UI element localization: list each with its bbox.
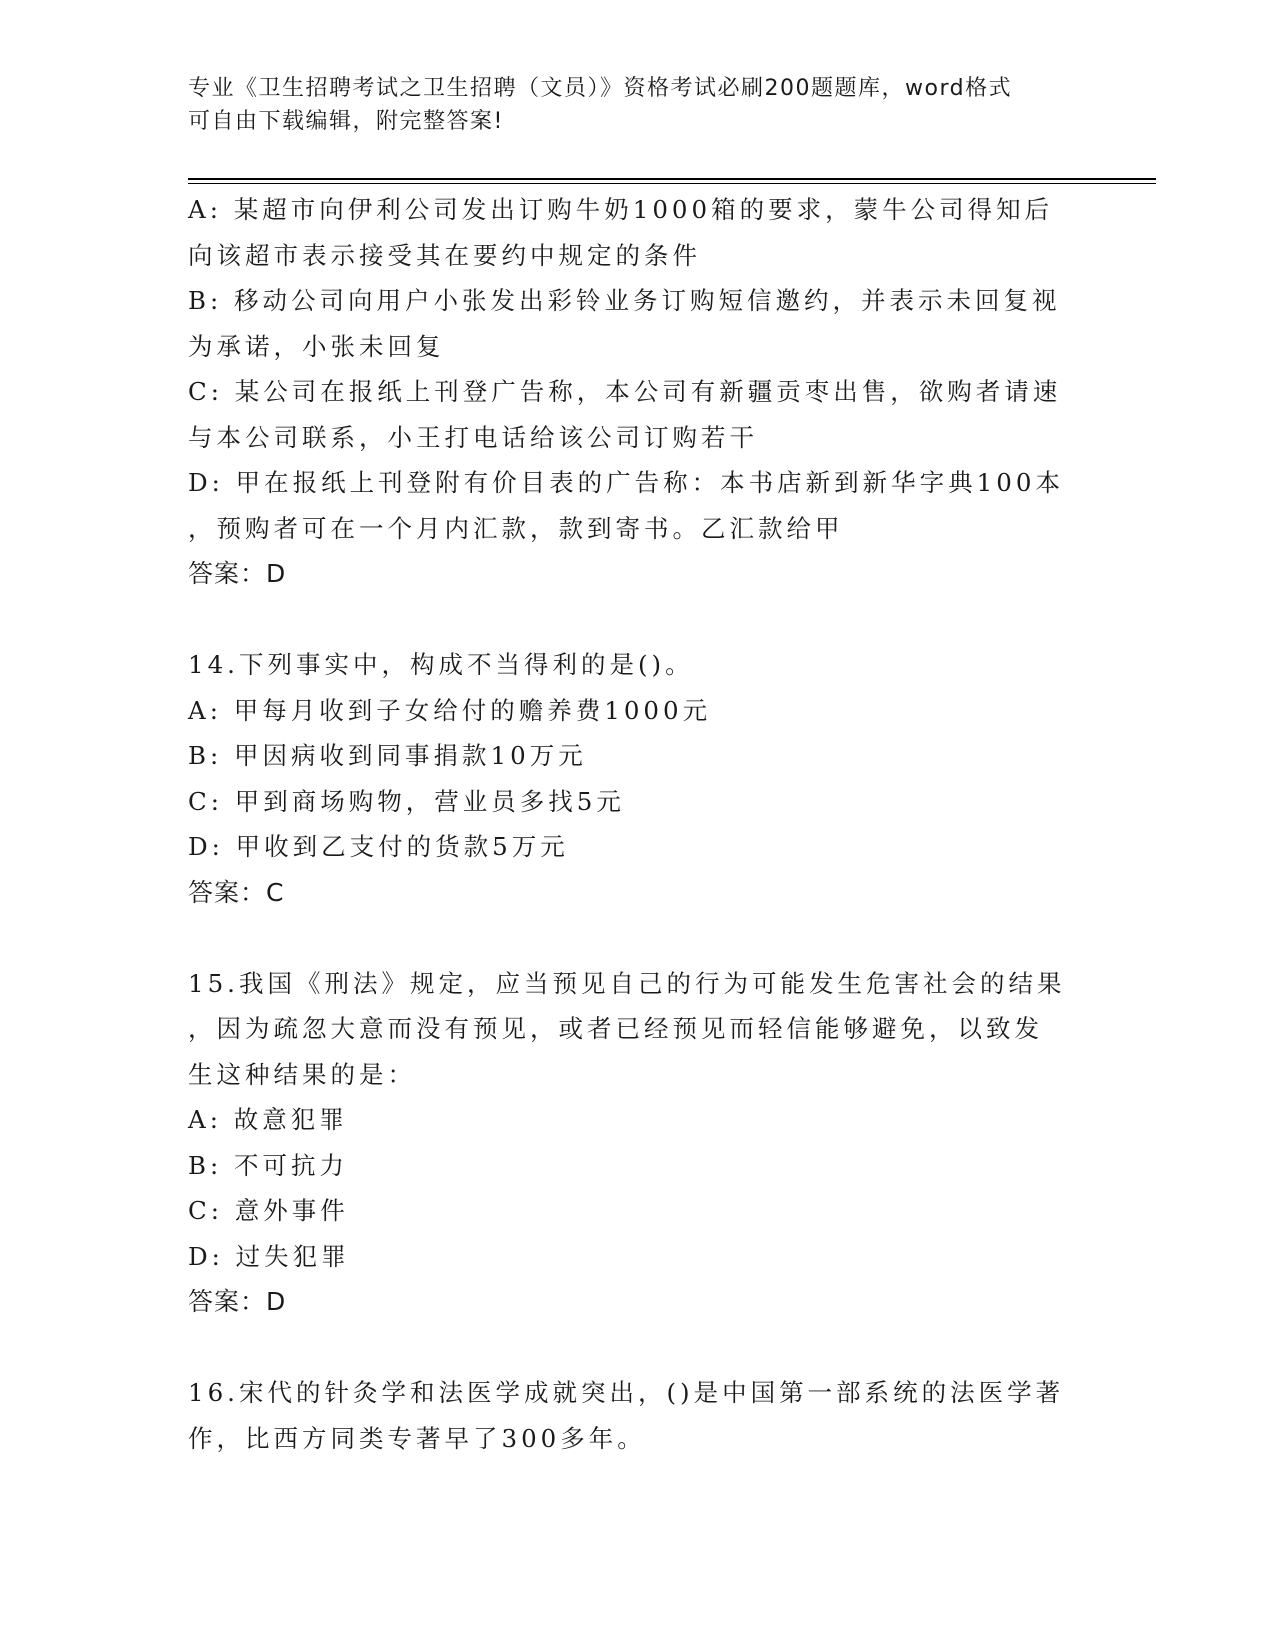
q14-option-c: C: 甲到商场购物，营业员多找5元 xyxy=(188,786,625,816)
header-title-line-2: 可自由下载编辑，附完整答案! xyxy=(188,109,504,134)
spacer xyxy=(188,1325,1108,1371)
q15-option-d: D: 过失犯罪 xyxy=(188,1241,350,1271)
header-divider-thin xyxy=(188,183,1156,184)
q15-stem-line-2: ，因为疏忽大意而没有预见，或者已经预见而轻信能够避免，以致发 xyxy=(188,1014,1043,1043)
question-content xyxy=(188,187,1108,1461)
question-13-options xyxy=(188,187,1108,597)
q13-answer: 答案：D xyxy=(188,559,287,588)
q14-option-a: A: 甲每月收到子女给付的赡养费1000元 xyxy=(188,695,712,725)
q15-option-b: B: 不可抗力 xyxy=(188,1150,349,1180)
q13-option-c-line-1: C: 某公司在报纸上刊登广告称，本公司有新疆贡枣出售，欲购者请速 xyxy=(188,377,1062,406)
q15-stem-line-3: 生这种结果的是： xyxy=(188,1059,416,1089)
question-16 xyxy=(188,1370,1108,1461)
q14-option-b: B: 甲因病收到同事捐款10万元 xyxy=(188,741,587,770)
document-header xyxy=(188,72,1068,138)
q15-stem-line-1: 15.我国《刑法》规定，应当预见自己的行为可能发生危害社会的结果 xyxy=(188,968,1066,998)
spacer xyxy=(188,597,1108,643)
q13-option-b-line-1: B: 移动公司向用户小张发出彩铃业务订购短信邀约，并表示未回复视 xyxy=(188,286,1061,315)
q13-option-b-line-2: 为承诺，小张未回复 xyxy=(188,331,445,361)
question-14 xyxy=(188,642,1108,915)
q14-stem: 14.下列事实中，构成不当得利的是()。 xyxy=(188,650,694,679)
header-title-line-1: 专业《卫生招聘考试之卫生招聘（文员）》资格考试必刷200题题库，word格式 xyxy=(188,76,1013,101)
q13-option-a-line-1: A: 某超市向伊利公司发出订购牛奶1000箱的要求，蒙牛公司得知后 xyxy=(188,195,1054,224)
q13-option-d-line-2: ，预购者可在一个月内汇款，款到寄书。乙汇款给甲 xyxy=(188,513,844,543)
q14-answer: 答案：C xyxy=(188,877,285,907)
q14-option-d: D: 甲收到乙支付的货款5万元 xyxy=(188,832,569,861)
header-divider-thick xyxy=(188,178,1156,180)
q15-option-a: A: 故意犯罪 xyxy=(188,1105,348,1134)
q16-stem-line-1: 16.宋代的针灸学和法医学成就突出，()是中国第一部系统的法医学著 xyxy=(188,1378,1065,1407)
q13-option-a-line-2: 向该超市表示接受其在要约中规定的条件 xyxy=(188,240,701,270)
q13-option-c-line-2: 与本公司联系，小王打电话给该公司订购若干 xyxy=(188,422,758,452)
q15-option-c: C: 意外事件 xyxy=(188,1196,349,1225)
question-15 xyxy=(188,961,1108,1325)
spacer xyxy=(188,915,1108,961)
q13-option-d-line-1: D: 甲在报纸上刊登附有价目表的广告称：本书店新到新华字典100本 xyxy=(188,468,1064,497)
q15-answer: 答案：D xyxy=(188,1287,287,1316)
q16-stem-line-2: 作，比西方同类专著早了300多年。 xyxy=(188,1423,646,1453)
